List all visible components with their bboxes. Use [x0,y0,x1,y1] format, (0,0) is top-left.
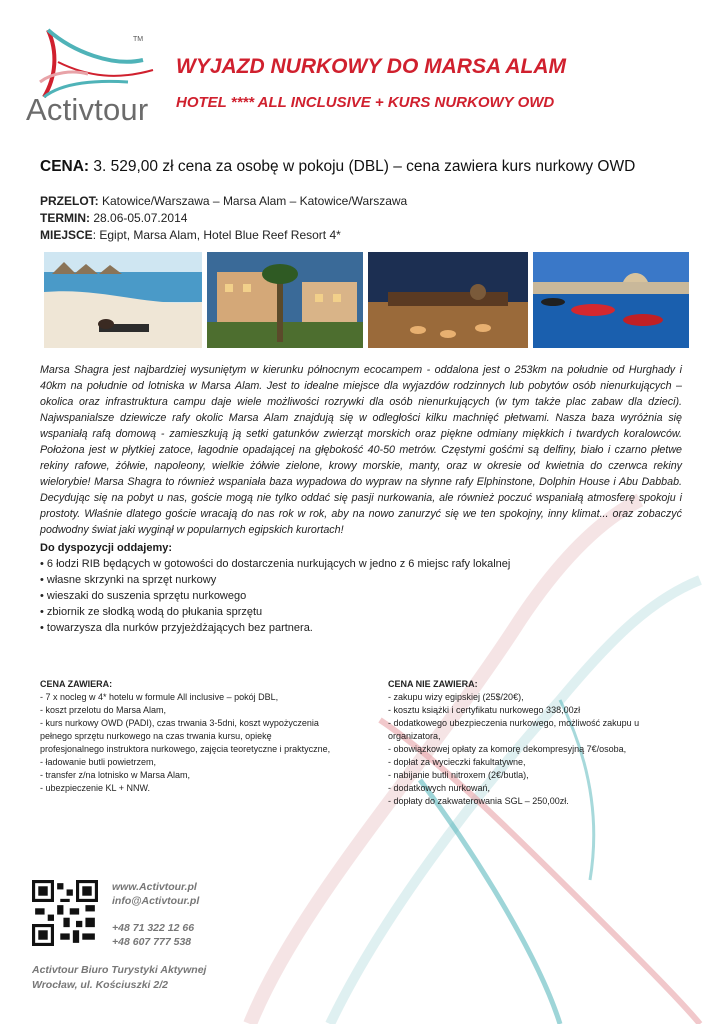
includes-line: - ubezpieczenie KL + NNW. [40,783,150,793]
company-address: Wrocław, ul. Kościuszki 2/2 [32,979,168,991]
excludes-line: - nabijanie butli nitroxem (2€/butla), [388,770,529,780]
info-value: Katowice/Warszawa – Marsa Alam – Katowice/Warszawa [98,194,408,208]
includes-line: pełnego sprzętu nurkowego na czas trwania kursu, opiekę [40,731,272,741]
info-value: 28.06-05.07.2014 [90,211,188,225]
includes-line: - transfer z/na lotnisko w Marsa Alam, [40,770,191,780]
info-flight [40,194,407,208]
excludes-line: - dopłaty do zakwaterowania SGL – 250,00zł. [388,796,569,806]
excludes-line: - zakupu wizy egipskiej (25$/20€), [388,692,524,702]
photo-hotel [207,252,363,348]
info-place [40,228,341,242]
excludes-line: - dodatkowego ubezpieczenia nurkowego, możliwość zakupu u [388,718,640,728]
excludes-title: CENA NIE ZAWIERA: [388,679,478,689]
photo-boats [533,252,689,348]
page-title: WYJAZD NURKOWY DO MARSA ALAM [176,55,567,78]
info-label: MIEJSCE [40,228,93,242]
excludes-line: - dopłat za wycieczki fakultatywne, [388,757,526,767]
disposal-item: • 6 łodzi RIB będących w gotowości do dostarczenia nurkujących w jedno z 6 miejsc rafy lokalnej [40,558,511,570]
excludes-line: - kosztu książki i certyfikatu nurkowego 338,00zł [388,705,581,715]
disposal-title: Do dyspozycji oddajemy: [40,542,173,554]
info-value: : Egipt, Marsa Alam, Hotel Blue Reef Resort 4* [92,228,341,242]
info-label: PRZELOT: [40,194,99,208]
disposal-item: • zbiornik ze słodką wodą do płukania sprzętu [40,606,263,618]
excludes-line: organizatora, [388,731,441,741]
disposal-item: • wieszaki do suszenia sprzętu nurkowego [40,590,247,602]
qr-code-icon[interactable] [32,880,98,946]
disposal-item: • towarzysza dla nurków przyjeżdżających bez partnera. [40,622,313,634]
excludes-line: - dodatkowych nurkowań, [388,783,491,793]
email-link[interactable]: info@Activtour.pl [112,895,200,907]
includes-line: - ładowanie butli powietrzem, [40,757,157,767]
description: Marsa Shagra jest najbardziej wysuniętym w kierunku północnym ecocampem - oddalona jest o 253km na południe od Hurghady i 40km na południe od lotniska w Marsa Alam. Jest to idealne miejsce dla wyjazdów rodzinnych lub pobytów osób nienurkujących – okolica oraz infrastruktura campu daje wiele możliwości rozrywki dla osób nienurkujących (w tym także plac zabaw dla dzieci). Najwspanialsze dziewicze rafy okolic Marsa Alam znajdują się w odległości kilku machnięć płetwami. Nasza baza wyróżnia się wspaniałą rafą domową - zamieszkują ją setki gatunków zwierząt morskich oraz piękne odmiany miękkich i twardych koralowców. Położona jest w płytkiej zatoce, łagodnie opadającej na głębokość 40-50 metrów. Częstymi gośćmi są delfiny, biało i czarno płetwe rekiny rafowe, żółwie, napoleony, wielkie żółwie zielone, krowy morskie, manty, oraz w okresie od kwietnia do czerwca rekiny wielorybie! Marsa Shagra to również wspaniała baza wypadowa do wypraw na słynne rafy Elphinstone, Dolphin House i Abu Dabbab. Decydując się na pobyt u nas, goście mogą nie tylko oddać się pasji nurkowania, ale również poczuć wspaniałą atmosferę spokoju i prostoty. Właśnie dlatego goście wracają do nas rok w rok, aby na nowo zanurzyć się we ten spokojny, inny klimat... oraz zobaczyć podwodny świat jaki wyginął w popularnych egipskich kurortach! [40,364,682,536]
page-subtitle: HOTEL **** ALL INCLUSIVE + KURS NURKOWY OWD [176,94,555,111]
website-link[interactable]: www.Activtour.pl [112,881,197,893]
price-value: 3. 529,00 zł cena za osobę w pokoju (DBL) – cena zawiera kurs nurkowy OWD [89,158,636,175]
info-label: TERMIN: [40,211,90,225]
trademark: TM [133,36,144,43]
excludes-line: - obowiązkowej opłaty za komorę dekompresyjną 7€/osoba, [388,744,627,754]
includes-line: - kurs nurkowy OWD (PADI), czas trwania 3-5dni, koszt wypożyczenia [40,718,319,728]
includes-line: - 7 x nocleg w 4* hotelu w formule All inclusive – pokój DBL, [40,692,279,702]
company-name: Activtour Biuro Turystyki Aktywnej [32,964,207,976]
phone-2: +48 607 777 538 [112,936,192,948]
disposal-item: • własne skrzynki na sprzęt nurkowy [40,574,217,586]
photo-beach [44,252,202,348]
includes-title: CENA ZAWIERA: [40,679,113,689]
photo-camp [368,252,528,348]
phone-1: +48 71 322 12 66 [112,922,195,934]
includes-line: - koszt przelotu do Marsa Alam, [40,705,167,715]
price-label: CENA: [40,158,90,175]
logo-text: Activtour [26,92,149,127]
info-term [40,211,187,225]
includes-line: profesjonalnego instruktora nurkowego, zajęcia teoretyczne i praktyczne, [40,744,331,754]
price-line [40,158,635,176]
